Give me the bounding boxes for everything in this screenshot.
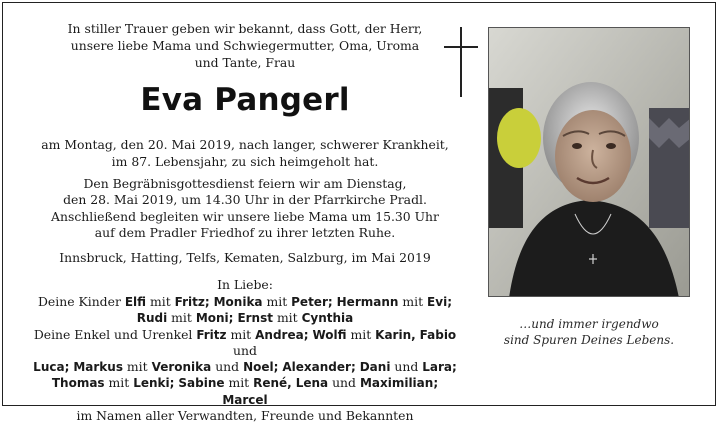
connector: und — [215, 359, 240, 375]
intro-line: In stiller Trauer geben wir bekannt, dass Gott, der Herr, — [67, 21, 423, 36]
relative-name: Evi; — [427, 295, 452, 309]
connector: und — [394, 359, 419, 375]
connector: mit — [228, 375, 250, 391]
relative-name: Luca; — [33, 360, 70, 375]
relative-name: Ernst — [237, 311, 273, 326]
relative-name: Alexander; — [282, 360, 356, 375]
relative-name: Fritz; — [174, 295, 210, 309]
relative-name: Maximilian; — [359, 376, 439, 391]
connector: mit — [108, 375, 130, 391]
deceased-name: Eva Pangerl — [140, 82, 350, 118]
relative-name: Elfi — [124, 295, 147, 309]
relative-name: René, — [253, 376, 292, 391]
funeral-line: den 28. Mai 2019, um 14.30 Uhr in der Pfarrkirche Pradl. — [63, 192, 427, 208]
relative-name: Thomas — [51, 376, 105, 391]
connector: mit — [276, 310, 298, 326]
death-notice — [30, 136, 460, 170]
connector: mit — [126, 359, 148, 375]
family-list — [30, 294, 460, 424]
funeral-line: Anschließend begleiten wir unsere liebe Mama um 15.30 Uhr — [51, 208, 439, 224]
relative-name: Peter; — [291, 295, 333, 309]
relative-name: Hermann — [336, 295, 399, 309]
relative-name: Karin, — [375, 327, 416, 342]
portrait-photo — [488, 27, 690, 297]
connector: mit — [266, 294, 288, 309]
caption-line: …und immer irgendwo — [519, 317, 659, 331]
relative-name: Lara; — [422, 360, 457, 375]
family-label: Deine Enkel und Urenkel — [33, 326, 193, 342]
relative-name: Fabio — [419, 327, 457, 342]
relative-name: Lena — [295, 376, 329, 391]
family-closing: im Namen aller Verwandten, Freunde und Bekannten — [76, 408, 414, 424]
family-line — [30, 375, 460, 408]
relative-name: Andrea; — [255, 327, 309, 342]
funeral-line: Den Begräbnisgottesdienst feiern wir am Dienstag, — [83, 176, 407, 191]
family-label: Deine Kinder — [38, 294, 121, 309]
connector: mit — [171, 310, 192, 326]
caption-line: sind Spuren Deines Lebens. — [503, 333, 675, 347]
relative-name: Wolfi — [312, 327, 347, 342]
cross-icon — [444, 27, 478, 97]
funeral-info — [30, 176, 460, 242]
places-date: Innsbruck, Hatting, Telfs, Kematen, Salzburg, im Mai 2019 — [59, 250, 431, 265]
in-love-heading: In Liebe: — [217, 277, 273, 292]
family-line — [30, 359, 460, 375]
family-line — [30, 294, 460, 310]
relative-name: Marcel — [222, 392, 268, 407]
connector: und — [332, 375, 356, 391]
intro-line: und Tante, Frau — [194, 55, 296, 70]
family-line — [30, 310, 460, 326]
connector: mit — [402, 294, 424, 309]
connector: mit — [350, 326, 372, 342]
portrait-image — [489, 28, 690, 297]
death-notice-line: im 87. Lebensjahr, zu sich heimgeholt hat. — [111, 154, 379, 169]
relative-name: Veronika — [151, 360, 212, 375]
relative-name: Monika — [213, 295, 263, 309]
relative-name: Sabine — [178, 376, 225, 391]
connector: mit — [230, 326, 252, 342]
relative-name: Cynthia — [301, 311, 354, 326]
funeral-line: auf dem Pradler Friedhof zu ihrer letzten Ruhe. — [94, 225, 396, 241]
relative-name: Moni; — [195, 311, 234, 326]
relative-name: Fritz — [196, 327, 227, 342]
connector: und — [233, 342, 257, 358]
intro-line: unsere liebe Mama und Schwiegermutter, Oma, Uroma — [70, 38, 420, 53]
relative-name: Rudi — [136, 311, 168, 326]
relative-name: Noel; — [243, 360, 279, 375]
intro-text — [30, 20, 460, 71]
death-notice-line: am Montag, den 20. Mai 2019, nach langer, schwerer Krankheit, — [41, 137, 449, 152]
family-line — [30, 327, 460, 360]
relative-name: Lenki; — [133, 376, 175, 391]
photo-caption — [488, 316, 690, 348]
relative-name: Dani — [359, 360, 391, 375]
connector: mit — [150, 294, 171, 309]
relative-name: Markus — [73, 360, 123, 375]
